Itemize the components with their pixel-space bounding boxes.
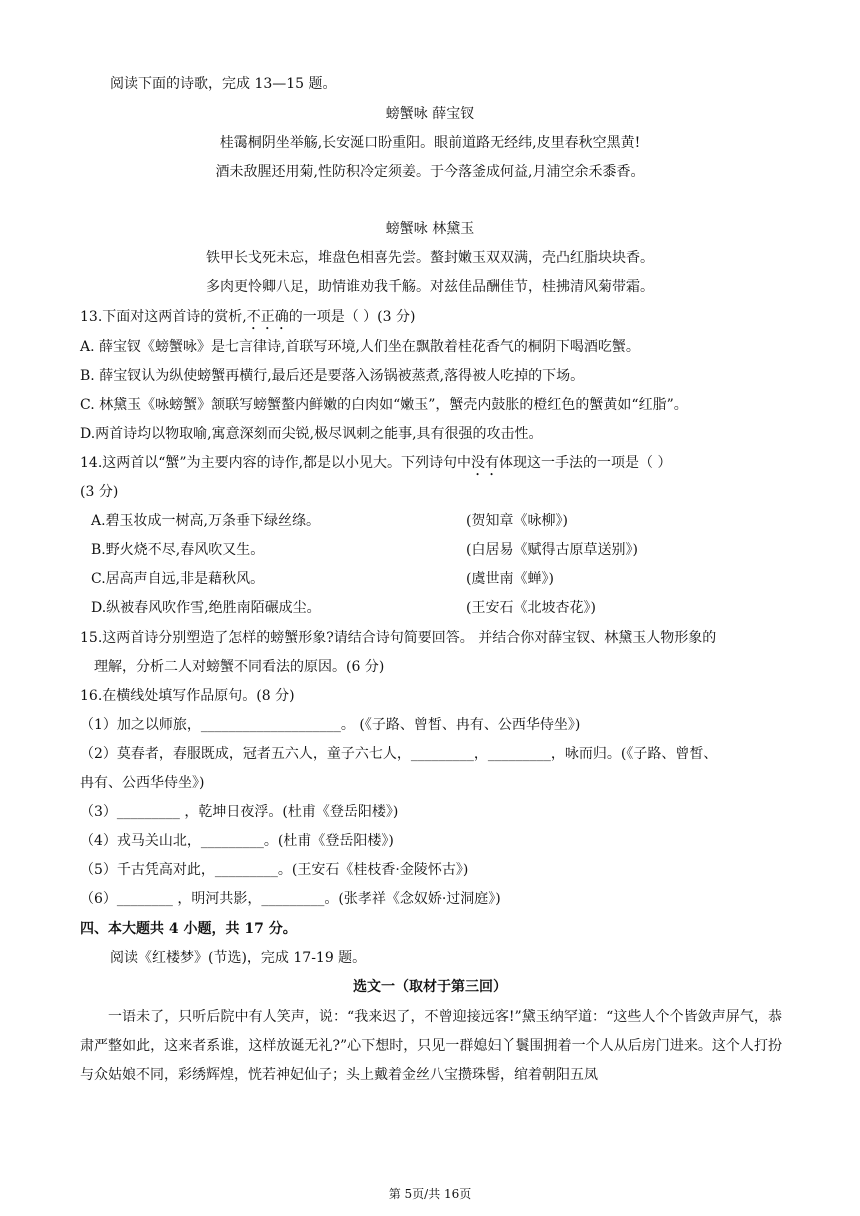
question-14-option: D.纵被春风吹作雪,绝胜南陌碾成尘。 [91,600,321,616]
fill-blank-item: （6）________ ，明河共影，_________。(张孝祥《念奴娇·过洞庭》) [80,891,501,907]
poem2-line: 铁甲长戈死未忘，堆盘色相喜先尝。螯封嫩玉双双满，壳凸红脂块块香。 [206,250,654,266]
page-number: 第 5页/共 16页 [388,1187,472,1201]
fill-blank-item-continued: 冉有、公西华侍坐》) [80,775,205,791]
reading-instruction: 阅读下面的诗歌，完成 13—15 题。 [110,76,337,92]
question-14-option-source: (虞世南《蝉》) [466,571,554,587]
question-16-stem: 16.在横线处填写作品原句。(8 分) [80,688,295,704]
fill-blank-item: （3）_________ ，乾坤日夜浮。(杜甫《登岳阳楼》) [80,804,399,820]
poem1-line: 桂霭桐阴坐举觞,长安涎口盼重阳。眼前道路无经纬,皮里春秋空黑黄! [219,135,641,151]
reading-instruction: 阅读《红楼梦》(节选)，完成 17-19 题。 [110,950,367,966]
poem2-line: 多肉更怜卿八足，助情谁劝我千觞。对兹佳品酬佳节，桂拂清风菊带霜。 [206,279,654,295]
question-14-option-source: (王安石《北坡杏花》) [466,600,596,616]
question-13-option-a: A. 薛宝钗《螃蟹咏》是七言律诗,首联写环境,人们坐在飘散着桂花香气的桐阴下喝酒吃蟹。 [80,339,640,355]
question-14-score: (3 分) [80,484,119,500]
excerpt-title: 选文一（取材于第三回） [353,979,507,995]
question-14-option-source: (贺知章《咏柳》) [466,513,568,529]
poem2-title: 螃蟹咏 林黛玉 [385,221,475,237]
fill-blank-item: （2）莫春者，春服既成，冠者五六人，童子六七人，_________，_________，咏而归。(《子路、曾皙、 [80,746,718,762]
poem1-line: 酒未敌腥还用菊,性防积冷定须姜。于今落釜成何益,月浦空余禾黍香。 [215,164,645,180]
question-14-option: A.碧玉妆成一树高,万条垂下绿丝绦。 [91,513,321,529]
poem1-title: 螃蟹咏 薛宝钗 [385,106,475,122]
section-heading: 四、本大题共 4 小题，共 17 分。 [80,921,297,937]
question-14-option: C.居高声自远,非是藉秋风。 [91,571,265,587]
fill-blank-item: （4）戎马关山北，_________。(杜甫《登岳阳楼》) [80,833,394,849]
question-14-stem: 14.这两首以“蟹”为主要内容的诗作,都是以小见大。下列诗句中没有体现这一手法的一项是（ ） [80,455,672,471]
question-13-option-c: C. 林黛玉《咏螃蟹》颔联写螃蟹螯内鲜嫩的白肉如“嫩玉”，蟹壳内鼓胀的橙红色的蟹黄如“红脂”。 [80,397,688,413]
emphasis-text: 不正确 [246,309,289,325]
question-14-option-source: (白居易《赋得古原草送别》) [466,542,638,558]
question-13-stem: 13.下面对这两首诗的赏析,不正确的一项是（ ）(3 分) [80,309,416,325]
fill-blank-item: （1）加之以师旅，____________________。 (《子路、曾皙、冉有、公西华侍坐》) [80,717,581,733]
question-15-line: 理解，分析二人对螃蟹不同看法的原因。(6 分) [94,659,385,675]
excerpt-paragraph: 一语未了，只听后院中有人笑声，说：“我来迟了，不曾迎接远客!”黛玉纳罕道：“这些人个个皆敛声屏气，恭肃严整如此，这来者系谁，这样放诞无礼?”心下想时，只见一群媳妇丫鬟围拥着一个人从后房门进来。这个人打扮与众姑娘不同，彩绣辉煌，恍若神妃仙子；头上戴着金丝八宝攒珠髻，绾着朝阳五凤 [80,1009,782,1083]
question-14-option: B.野火烧不尽,春风吹又生。 [91,542,265,558]
question-15-line: 15.这两首诗分别塑造了怎样的螃蟹形象?请结合诗句简要回答。 并结合你对薛宝钗、林黛玉人物形象的 [80,630,717,646]
fill-blank-item: （5）千古凭高对此，_________。(王安石《桂枝香·金陵怀古》) [80,862,469,878]
question-13-option-d: D.两首诗均以物取喻,寓意深刻而尖锐,极尽讽刺之能事,具有很强的攻击性。 [80,426,543,442]
emphasis-text: 没有 [471,455,500,471]
question-13-option-b: B. 薛宝钗认为纵使螃蟹再横行,最后还是要落入汤锅被蒸煮,落得被人吃掉的下场。 [80,368,585,384]
